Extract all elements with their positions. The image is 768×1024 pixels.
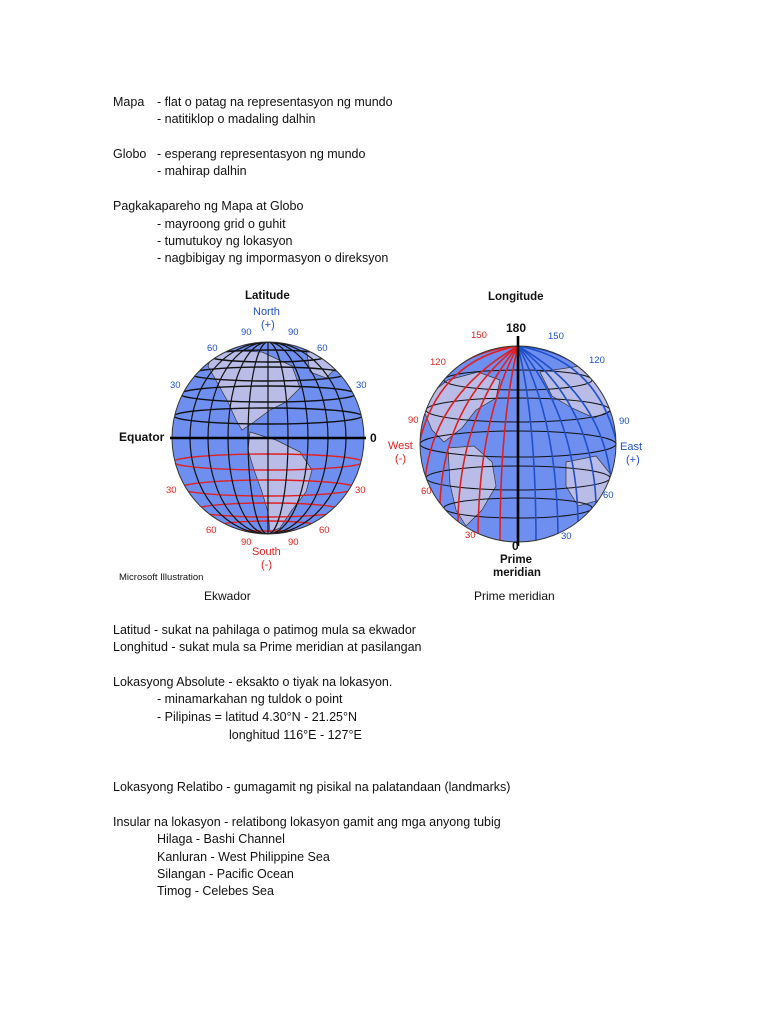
longitude-title: Longitude (488, 291, 544, 303)
lat-60-south: 60 (319, 525, 330, 536)
mapa-line-2: - natitiklop o madaling dalhin (157, 112, 316, 126)
equator-zero: 0 (370, 431, 377, 445)
caption-ekwador: Ekwador (204, 589, 251, 603)
absolute-title: Lokasyong Absolute - eksakto o tiyak na lokasyon. (113, 675, 393, 689)
longhitud-definition: Longhitud - sukat mula sa Prime meridian at pasilangan (113, 640, 422, 654)
lon-60-west: 60 (421, 486, 432, 497)
absolute-item: - minamarkahan ng tuldok o point (157, 692, 343, 706)
insular-item: Silangan - Pacific Ocean (157, 867, 294, 881)
lat-30: 30 (170, 380, 181, 391)
relatibo-definition: Lokasyong Relatibo - gumagamit ng pisikal na palatandaan (landmarks) (113, 780, 511, 794)
lon-120-east: 120 (589, 355, 605, 366)
east-plus: (+) (626, 454, 640, 466)
pagkakapareho-item: - nagbibigay ng impormasyon o direksyon (157, 251, 389, 265)
globo-line-1: - esperang representasyon ng mundo (157, 147, 366, 161)
latitud-definition: Latitud - sukat na pahilaga o patimog mula sa ekwador (113, 623, 416, 637)
prime-label: Prime (500, 554, 532, 566)
latitude-title: Latitude (245, 290, 290, 302)
lat-90: 90 (241, 327, 252, 338)
lon-60-east: 60 (603, 490, 614, 501)
globo-line-2: - mahirap dalhin (157, 164, 247, 178)
lat-90: 90 (288, 327, 299, 338)
mapa-term: Mapa (113, 95, 145, 109)
latitude-globe (170, 340, 366, 536)
south-minus: (-) (261, 559, 272, 571)
lat-30-south: 30 (166, 485, 177, 496)
lat-30: 30 (356, 380, 367, 391)
west-label: West (388, 440, 413, 452)
absolute-item: longhitud 116°E - 127°E (229, 728, 362, 742)
lat-90-south: 90 (241, 537, 252, 548)
lat-60: 60 (207, 343, 218, 354)
pagkakapareho-item: - mayroong grid o guhit (157, 217, 286, 231)
lon-30-west: 30 (465, 530, 476, 541)
longitude-globe (420, 336, 616, 546)
lat-60-south: 60 (206, 525, 217, 536)
west-minus: (-) (395, 453, 406, 465)
pagkakapareho-item: - tumutukoy ng lokasyon (157, 234, 293, 248)
lon-30-east: 30 (561, 531, 572, 542)
prime-zero: 0 (512, 539, 519, 553)
lat-60: 60 (317, 343, 328, 354)
insular-item: Kanluran - West Philippine Sea (157, 850, 330, 864)
absolute-item: - Pilipinas = latitud 4.30°N - 21.25°N (157, 710, 358, 724)
lat-90-south: 90 (288, 537, 299, 548)
insular-definition: Insular na lokasyon - relatibong lokasyon gamit ang mga anyong tubig (113, 815, 501, 829)
north-plus: (+) (261, 319, 275, 331)
pagkakapareho-title: Pagkakapareho ng Mapa at Globo (113, 199, 304, 213)
lat-30-south: 30 (355, 485, 366, 496)
east-label: East (620, 441, 643, 453)
credit-label: Microsoft Illustration (119, 572, 204, 583)
lon-120-west: 120 (430, 357, 446, 368)
globo-term: Globo (113, 147, 147, 161)
meridian-label: meridian (493, 567, 541, 579)
lon-180: 180 (506, 321, 527, 335)
mapa-line-1: - flat o patag na representasyon ng mundo (157, 95, 393, 109)
lon-150-east: 150 (548, 331, 564, 342)
insular-item: Timog - Celebes Sea (157, 884, 274, 898)
lon-90-east: 90 (619, 416, 630, 427)
south-label: South (252, 546, 281, 558)
lon-150-west: 150 (471, 330, 487, 341)
caption-prime-meridian: Prime meridian (474, 589, 555, 603)
north-label: North (253, 306, 280, 318)
equator-label: Equator (119, 430, 165, 444)
lon-90-west: 90 (408, 415, 419, 426)
insular-item: Hilaga - Bashi Channel (157, 832, 285, 846)
